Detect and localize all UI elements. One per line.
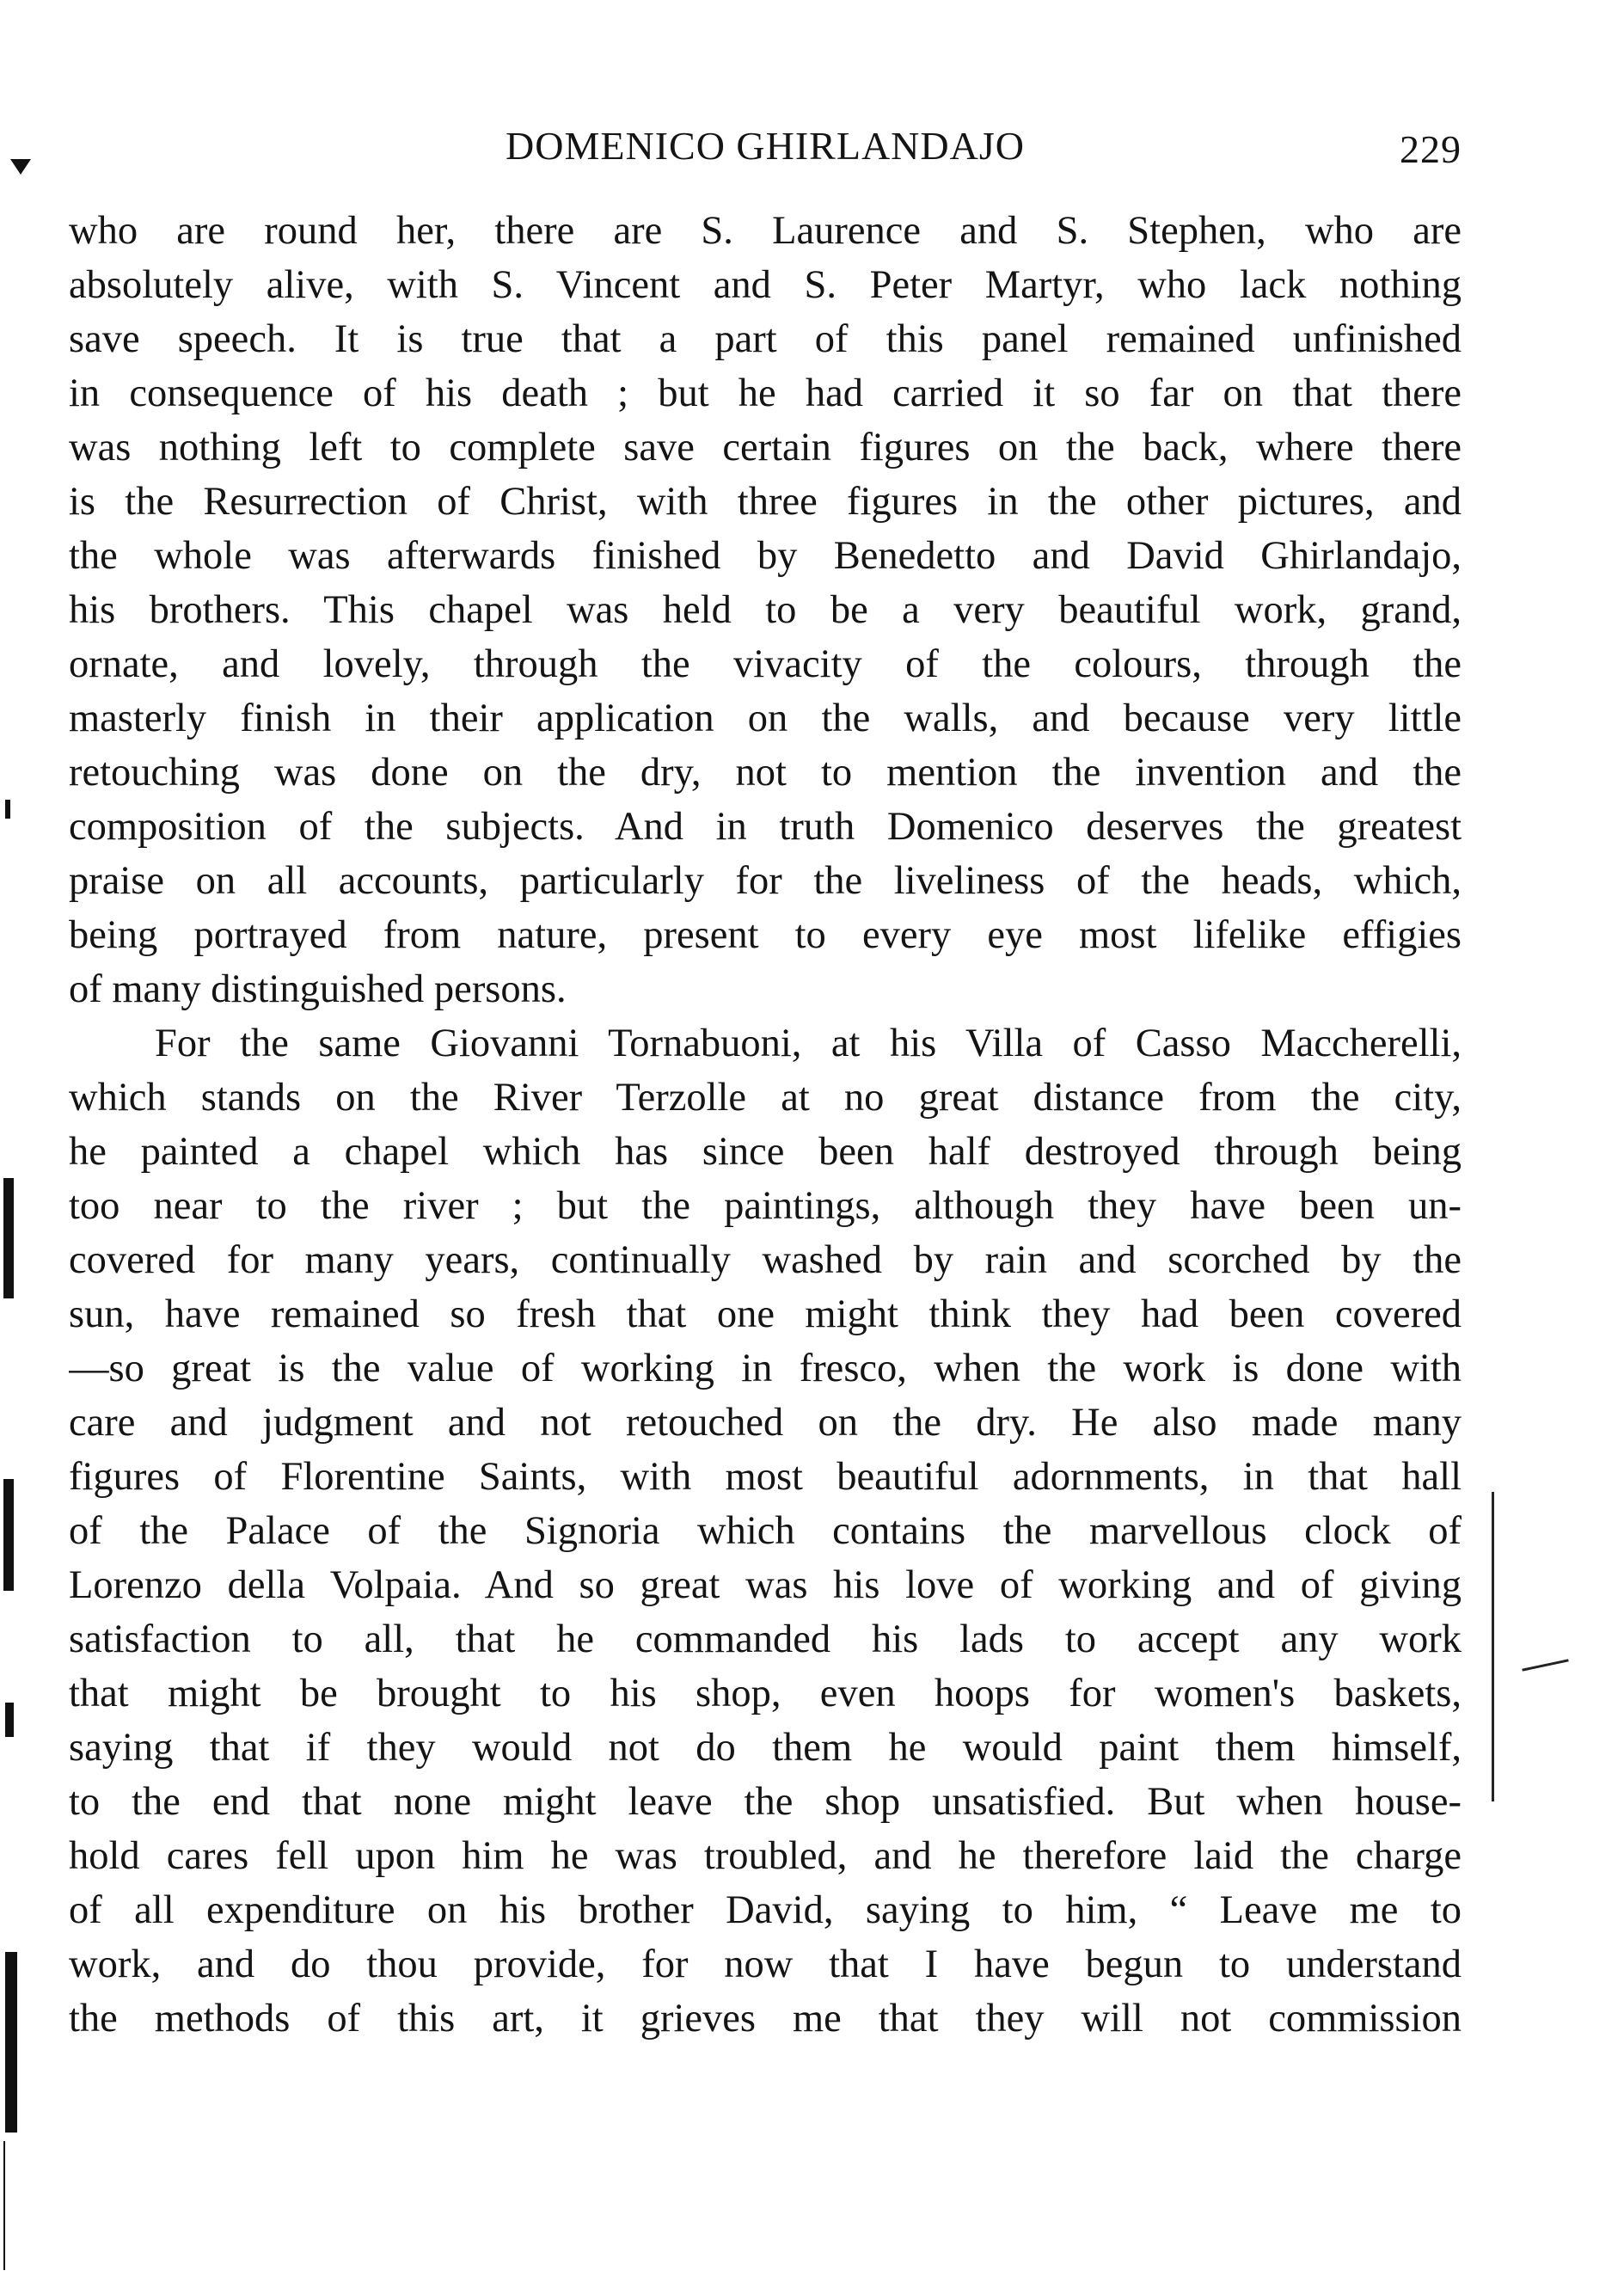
text-line: of all expenditure on his brother David, saying to him, “ Leave me to — [69, 1888, 1462, 1932]
text-line: satisfaction to all, that he commanded his lads to accept any work — [69, 1617, 1462, 1661]
gutter-mark — [3, 1178, 14, 1298]
text-line: covered for many years, continually washed by rain and scorched by the — [69, 1238, 1462, 1282]
text-line: save speech. It is true that a part of this panel remained unfinished — [69, 317, 1462, 361]
text-line: in consequence of his death ; but he had carried it so far on that there — [69, 371, 1462, 415]
gutter-mark — [3, 1479, 14, 1591]
body-text — [69, 204, 1462, 2046]
text-line: —so great is the value of working in fresco, when the work is done with — [69, 1347, 1462, 1390]
gutter-mark — [5, 1703, 14, 1737]
gutter-mark — [5, 800, 10, 819]
text-line: was nothing left to complete save certain figures on the back, where there — [69, 426, 1462, 469]
text-line: which stands on the River Terzolle at no great distance from the city, — [69, 1076, 1462, 1120]
text-line: the whole was afterwards finished by Benedetto and David Ghirlandajo, — [69, 534, 1462, 578]
margin-arrow-icon — [10, 159, 31, 175]
paragraph-start-line: For the same Giovanni Tornabuoni, at his Villa of Casso Maccherelli, — [155, 1022, 1462, 1065]
text-line: too near to the river ; but the paintings, although they have been un- — [69, 1184, 1462, 1228]
page-number: 229 — [1400, 127, 1462, 171]
text-line: sun, have remained so fresh that one might think they had been covered — [69, 1292, 1462, 1336]
chapter-title: DOMENICO GHIRLANDAJO — [506, 124, 1025, 168]
text-line: to the end that none might leave the shop unsatisfied. But when house- — [69, 1780, 1462, 1824]
text-line: being portrayed from nature, present to every eye most lifelike effigies — [69, 913, 1462, 957]
text-line: retouching was done on the dry, not to mention the invention and the — [69, 751, 1462, 795]
text-line: who are round her, there are S. Laurence and S. Stephen, who are — [69, 209, 1462, 253]
text-line: the methods of this art, it grieves me that they will not commission — [69, 1997, 1462, 2041]
text-line: figures of Florentine Saints, with most beautiful adornments, in that hall — [69, 1455, 1462, 1499]
text-line: Lorenzo della Volpaia. And so great was his love of working and of giving — [69, 1563, 1462, 1607]
text-line: praise on all accounts, particularly for the liveliness of the heads, which, — [69, 859, 1462, 903]
gutter-mark — [5, 1952, 17, 2133]
gutter-mark — [3, 2141, 5, 2270]
running-head — [69, 120, 1462, 172]
text-line: is the Resurrection of Christ, with three figures in the other pictures, and — [69, 480, 1462, 524]
text-line: hold cares fell upon him he was troubled, and he therefore laid the charge — [69, 1834, 1462, 1878]
text-line: work, and do thou provide, for now that I have begun to understand — [69, 1942, 1462, 1986]
text-line: he painted a chapel which has since been half destroyed through being — [69, 1130, 1462, 1174]
text-line: that might be brought to his shop, even hoops for women's baskets, — [69, 1672, 1462, 1715]
margin-pencil-line — [1492, 1492, 1494, 1801]
text-line: masterly finish in their application on the walls, and because very little — [69, 697, 1462, 740]
text-line: ornate, and lovely, through the vivacity of the colours, through the — [69, 642, 1462, 686]
text-line: composition of the subjects. And in truth Domenico deserves the greatest — [69, 805, 1462, 849]
paragraph-end-line: of many distinguished persons. — [69, 967, 567, 1011]
text-line: care and judgment and not retouched on the dry. He also made many — [69, 1401, 1462, 1445]
text-line: saying that if they would not do them he would paint them himself, — [69, 1726, 1462, 1770]
margin-pencil-line — [1522, 1659, 1568, 1671]
text-line: his brothers. This chapel was held to be a very beautiful work, grand, — [69, 588, 1462, 632]
text-line: absolutely alive, with S. Vincent and S. Peter Martyr, who lack nothing — [69, 263, 1462, 307]
text-line: of the Palace of the Signoria which contains the marvellous clock of — [69, 1509, 1462, 1553]
